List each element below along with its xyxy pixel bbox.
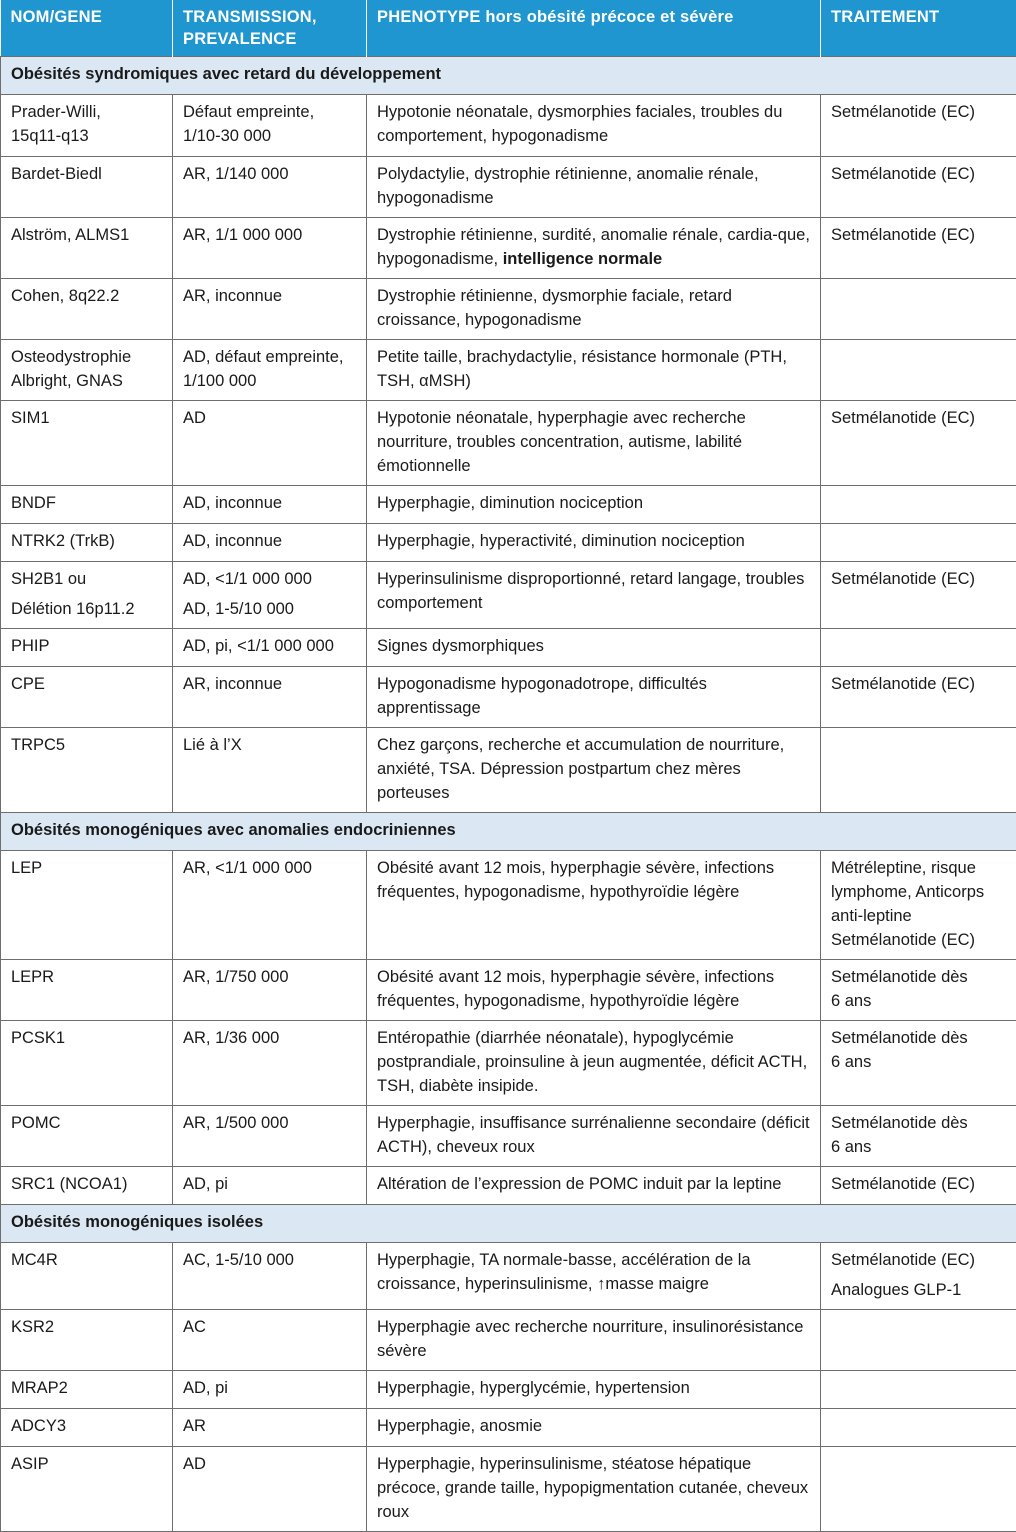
table-row <box>1 1409 1016 1447</box>
table-header-row <box>1 0 1016 57</box>
phenotype-cell: Hyperphagie avec recherche nourriture, insulinorésistance sévère <box>367 1310 821 1371</box>
transmission-cell: AR, inconnue <box>173 667 367 728</box>
transmission-cell: AD <box>173 1447 367 1532</box>
phenotype-cell: Hyperphagie, diminution nociception <box>367 486 821 524</box>
transmission-cell: AR, inconnue <box>173 279 367 340</box>
phenotype-cell: Hyperinsulinisme disproportionné, retard langage, troubles comportement <box>367 562 821 629</box>
treatment-cell: Setmélanotide dès 6 ans <box>821 960 1016 1021</box>
phenotype-cell: Chez garçons, recherche et accumulation de nourriture, anxiété, TSA. Dépression postpartum chez mères porteuses <box>367 728 821 813</box>
gene-cell: TRPC5 <box>1 728 173 813</box>
gene-cell: Alström, ALMS1 <box>1 218 173 279</box>
transmission-cell: AR, <1/1 000 000 <box>173 851 367 960</box>
gene-cell: LEP <box>1 851 173 960</box>
gene-cell: MC4R <box>1 1243 173 1310</box>
treatment-cell: Setmélanotide (EC) <box>821 95 1016 157</box>
treatment-cell: Setmélanotide (EC) <box>821 1167 1016 1205</box>
phenotype-cell: Petite taille, brachydactylie, résistance hormonale (PTH, TSH, αMSH) <box>367 340 821 401</box>
treatment-cell: Métréleptine, risque lymphome, Anticorps anti-leptine Setmélanotide (EC) <box>821 851 1016 960</box>
transmission-cell <box>173 562 367 629</box>
table-row <box>1 851 1016 960</box>
treatment-cell: Setmélanotide (EC) <box>821 401 1016 486</box>
transmission-cell: AC <box>173 1310 367 1371</box>
treatment-value: Analogues GLP-1 <box>831 1278 1008 1302</box>
gene-cell: POMC <box>1 1106 173 1167</box>
treatment-cell <box>821 1447 1016 1532</box>
gene-cell: CPE <box>1 667 173 728</box>
table-row <box>1 157 1016 218</box>
table-row <box>1 1447 1016 1532</box>
gene-cell: PCSK1 <box>1 1021 173 1106</box>
phenotype-cell: Hyperphagie, anosmie <box>367 1409 821 1447</box>
transmission-cell: AR, 1/750 000 <box>173 960 367 1021</box>
phenotype-cell: Polydactylie, dystrophie rétinienne, anomalie rénale, hypogonadisme <box>367 157 821 218</box>
phenotype-cell <box>367 218 821 279</box>
treatment-cell: Setmélanotide (EC) <box>821 562 1016 629</box>
gene-cell <box>1 562 173 629</box>
transmission-cell: AR <box>173 1409 367 1447</box>
phenotype-bold-text: intelligence normale <box>503 250 663 268</box>
section-title: Obésités monogéniques isolées <box>1 1205 1016 1243</box>
gene-cell: NTRK2 (TrkB) <box>1 524 173 562</box>
treatment-cell <box>821 629 1016 667</box>
phenotype-cell: Altération de l’expression de POMC induit par la leptine <box>367 1167 821 1205</box>
transmission-cell: AD, pi <box>173 1167 367 1205</box>
table-row <box>1 629 1016 667</box>
gene-cell: SIM1 <box>1 401 173 486</box>
transmission-cell: AD, défaut empreinte, 1/100 000 <box>173 340 367 401</box>
transmission-cell: AR, 1/140 000 <box>173 157 367 218</box>
table-row <box>1 340 1016 401</box>
header-treatment: TRAITEMENT <box>821 0 1016 57</box>
transmission-value: AD, <1/1 000 000 <box>183 567 358 591</box>
phenotype-cell: Hyperphagie, insuffisance surrénalienne secondaire (déficit ACTH), cheveux roux <box>367 1106 821 1167</box>
treatment-cell <box>821 486 1016 524</box>
treatment-cell <box>821 279 1016 340</box>
table-row <box>1 524 1016 562</box>
gene-cell: MRAP2 <box>1 1371 173 1409</box>
table-row <box>1 401 1016 486</box>
phenotype-cell: Signes dysmorphiques <box>367 629 821 667</box>
transmission-cell: AC, 1-5/10 000 <box>173 1243 367 1310</box>
section-title: Obésités syndromiques avec retard du développement <box>1 57 1016 95</box>
transmission-cell: AD <box>173 401 367 486</box>
header-gene: NOM/GENE <box>1 0 173 57</box>
section-heading-row <box>1 57 1016 95</box>
gene-cell: Osteodystrophie Albright, GNAS <box>1 340 173 401</box>
phenotype-cell: Obésité avant 12 mois, hyperphagie sévère, infections fréquentes, hypogonadisme, hypothyroïdie légère <box>367 851 821 960</box>
transmission-cell: AR, 1/36 000 <box>173 1021 367 1106</box>
gene-name: SH2B1 ou <box>11 567 164 591</box>
gene-name: Délétion 16p11.2 <box>11 597 164 621</box>
table-row <box>1 1021 1016 1106</box>
gene-cell: BNDF <box>1 486 173 524</box>
table-row <box>1 1106 1016 1167</box>
header-transmission: TRANSMISSION, PREVALENCE <box>173 0 367 57</box>
treatment-cell <box>821 524 1016 562</box>
gene-cell: Prader-Willi, 15q11-q13 <box>1 95 173 157</box>
table-row <box>1 562 1016 629</box>
table-row <box>1 95 1016 157</box>
table-row <box>1 279 1016 340</box>
transmission-cell: AD, inconnue <box>173 486 367 524</box>
transmission-cell: AR, 1/500 000 <box>173 1106 367 1167</box>
header-phenotype: PHENOTYPE hors obésité précoce et sévère <box>367 0 821 57</box>
section-heading-row <box>1 813 1016 851</box>
table-row <box>1 486 1016 524</box>
gene-cell: PHIP <box>1 629 173 667</box>
table-row <box>1 728 1016 813</box>
treatment-cell <box>821 340 1016 401</box>
treatment-cell <box>821 1371 1016 1409</box>
phenotype-cell: Hyperphagie, hyperglycémie, hypertension <box>367 1371 821 1409</box>
treatment-cell: Setmélanotide dès 6 ans <box>821 1106 1016 1167</box>
gene-cell: ADCY3 <box>1 1409 173 1447</box>
phenotype-cell: Hypotonie néonatale, dysmorphies faciales, troubles du comportement, hypogonadisme <box>367 95 821 157</box>
transmission-cell: AD, pi, <1/1 000 000 <box>173 629 367 667</box>
treatment-cell <box>821 1409 1016 1447</box>
treatment-cell <box>821 1310 1016 1371</box>
treatment-value: Setmélanotide (EC) <box>831 1248 1008 1272</box>
phenotype-cell: Hyperphagie, hyperactivité, diminution nociception <box>367 524 821 562</box>
treatment-cell: Setmélanotide (EC) <box>821 667 1016 728</box>
phenotype-cell: Entéropathie (diarrhée néonatale), hypoglycémie postprandiale, proinsuline à jeun augmentée, déficit ACTH, TSH, diabète insipide. <box>367 1021 821 1106</box>
phenotype-cell: Hypogonadisme hypogonadotrope, difficultés apprentissage <box>367 667 821 728</box>
treatment-cell <box>821 1243 1016 1310</box>
transmission-cell: AR, 1/1 000 000 <box>173 218 367 279</box>
transmission-value: AD, 1-5/10 000 <box>183 597 358 621</box>
gene-cell: SRC1 (NCOA1) <box>1 1167 173 1205</box>
phenotype-cell: Hyperphagie, TA normale-basse, accélération de la croissance, hyperinsulinisme, ↑masse maigre <box>367 1243 821 1310</box>
table-row <box>1 960 1016 1021</box>
transmission-cell: Lié à l’X <box>173 728 367 813</box>
section-heading-row <box>1 1205 1016 1243</box>
transmission-cell: Défaut empreinte, 1/10-30 000 <box>173 95 367 157</box>
treatment-cell: Setmélanotide (EC) <box>821 218 1016 279</box>
section-title: Obésités monogéniques avec anomalies endocriniennes <box>1 813 1016 851</box>
table-row <box>1 1310 1016 1371</box>
gene-cell: KSR2 <box>1 1310 173 1371</box>
gene-cell: Cohen, 8q22.2 <box>1 279 173 340</box>
gene-cell: Bardet-Biedl <box>1 157 173 218</box>
phenotype-cell: Hypotonie néonatale, hyperphagie avec recherche nourriture, troubles concentration, autisme, labilité émotionnelle <box>367 401 821 486</box>
table-row <box>1 1371 1016 1409</box>
transmission-cell: AD, inconnue <box>173 524 367 562</box>
gene-cell: LEPR <box>1 960 173 1021</box>
gene-cell: ASIP <box>1 1447 173 1532</box>
treatment-cell <box>821 728 1016 813</box>
transmission-cell: AD, pi <box>173 1371 367 1409</box>
treatment-cell: Setmélanotide dès 6 ans <box>821 1021 1016 1106</box>
phenotype-cell: Obésité avant 12 mois, hyperphagie sévère, infections fréquentes, hypogonadisme, hypothyroïdie légère <box>367 960 821 1021</box>
table-row <box>1 1243 1016 1310</box>
table-row <box>1 667 1016 728</box>
phenotype-text: Dystrophie rétinienne, surdité, anomalie rénale, cardia-que, hypogonadisme, <box>377 226 810 268</box>
table-row <box>1 1167 1016 1205</box>
table-row <box>1 218 1016 279</box>
phenotype-cell: Dystrophie rétinienne, dysmorphie faciale, retard croissance, hypogonadisme <box>367 279 821 340</box>
treatment-cell: Setmélanotide (EC) <box>821 157 1016 218</box>
phenotype-cell: Hyperphagie, hyperinsulinisme, stéatose hépatique précoce, grande taille, hypopigmentation cutanée, cheveux roux <box>367 1447 821 1532</box>
